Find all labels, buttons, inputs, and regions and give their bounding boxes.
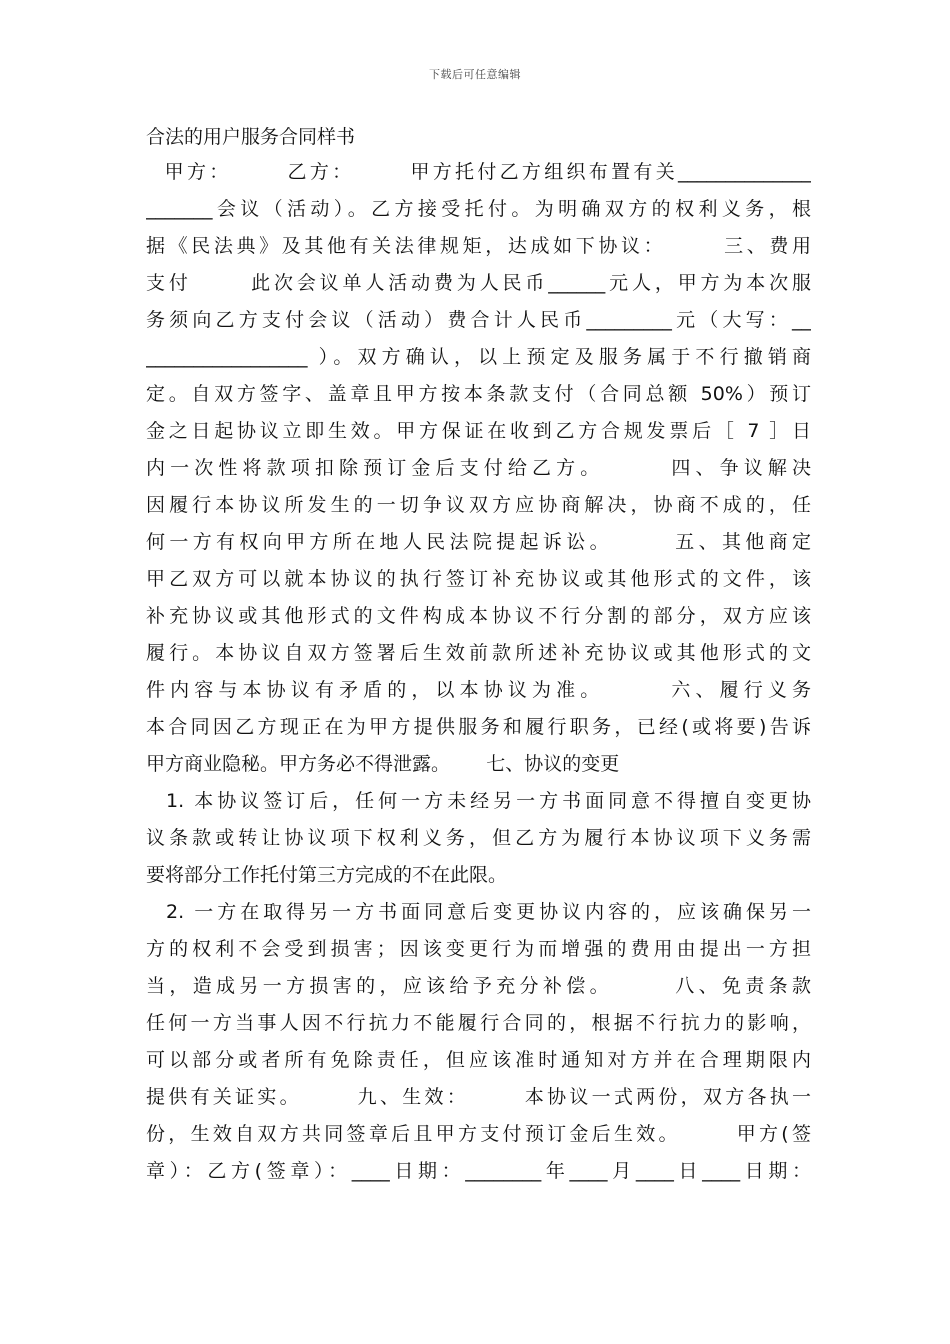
body-line: 要将部分工作托付第三方完成的不在此限。 — [146, 864, 508, 886]
body-line: 据《民法典》及其他有关法律规矩，达成如下协议： 三、费用 — [146, 235, 811, 257]
body-line: 2. 一方在取得另一方书面同意后变更协议内容的，应该确保另一 — [146, 901, 811, 923]
body-line: 履行。本协议自双方签署后生效前款所述补充协议或其他形式的文 — [146, 642, 811, 664]
body-line: 定。自双方签字、盖章且甲方按本条款支付（合同总额 50%）预订 — [146, 383, 811, 405]
body-line: 件内容与本协议有矛盾的，以本协议为准。 六、履行义务 — [146, 679, 811, 701]
document-title: 合法的用户服务合同样书 — [146, 126, 356, 148]
body-line: 甲方商业隐秘。甲方务必不得泄露。 七、协议的变更 — [146, 753, 620, 775]
body-line: 补充协议或其他形式的文件构成本协议不行分割的部分，双方应该 — [146, 605, 811, 627]
body-line: 任何一方当事人因不行抗力不能履行合同的，根据不行抗力的影响， — [146, 1012, 811, 1034]
body-line: 本合同因乙方现正在为甲方提供服务和履行职务，已经(或将要)告诉 — [146, 716, 811, 738]
body-line: 支付 此次会议单人活动费为人民币______元人，甲方为本次服 — [146, 272, 811, 294]
body-line: 份，生效自双方共同签章后且甲方支付预订金后生效。 甲方(签 — [146, 1123, 811, 1145]
header-note: 下载后可任意编辑 — [429, 68, 521, 81]
body-line: 内一次性将款项扣除预订金后支付给乙方。 四、争议解决 — [146, 457, 811, 479]
body-line: 甲方： 乙方： 甲方托付乙方组织布置有关______________ — [146, 161, 811, 183]
body-line: 何一方有权向甲方所在地人民法院提起诉讼。 五、其他商定 — [146, 531, 811, 553]
body-line: _________________ ）。双方确认，以上预定及服务属于不行撤销商 — [146, 346, 811, 368]
body-line: 务须向乙方支付会议（活动）费合计人民币_________元（大写：__ — [146, 309, 811, 331]
document-body — [146, 157, 811, 1193]
body-line: 金之日起协议立即生效。甲方保证在收到乙方合规发票后［ 7 ］日 — [146, 420, 811, 442]
body-line: 当，造成另一方损害的，应该给予充分补偿。 八、免责条款 — [146, 975, 811, 997]
body-line: 提供有关证实。 九、生效： 本协议一式两份，双方各执一 — [146, 1086, 811, 1108]
body-line: 甲乙双方可以就本协议的执行签订补充协议或其他形式的文件，该 — [146, 568, 811, 590]
body-line: 可以部分或者所有免除责任，但应该准时通知对方并在合理期限内 — [146, 1049, 811, 1071]
body-line: 方的权利不会受到损害；因该变更行为而增强的费用由提出一方担 — [146, 938, 811, 960]
body-line: 因履行本协议所发生的一切争议双方应协商解决，协商不成的，任 — [146, 494, 811, 516]
body-line: 章）：乙方(签章）：____日期：________年____月____日____日期： — [146, 1160, 811, 1182]
body-line: 议条款或转让协议项下权利义务，但乙方为履行本协议项下义务需 — [146, 827, 811, 849]
body-line: _______会议（活动）。乙方接受托付。为明确双方的权利义务，根 — [146, 198, 811, 220]
body-line: 1. 本协议签订后，任何一方未经另一方书面同意不得擅自变更协 — [146, 790, 811, 812]
